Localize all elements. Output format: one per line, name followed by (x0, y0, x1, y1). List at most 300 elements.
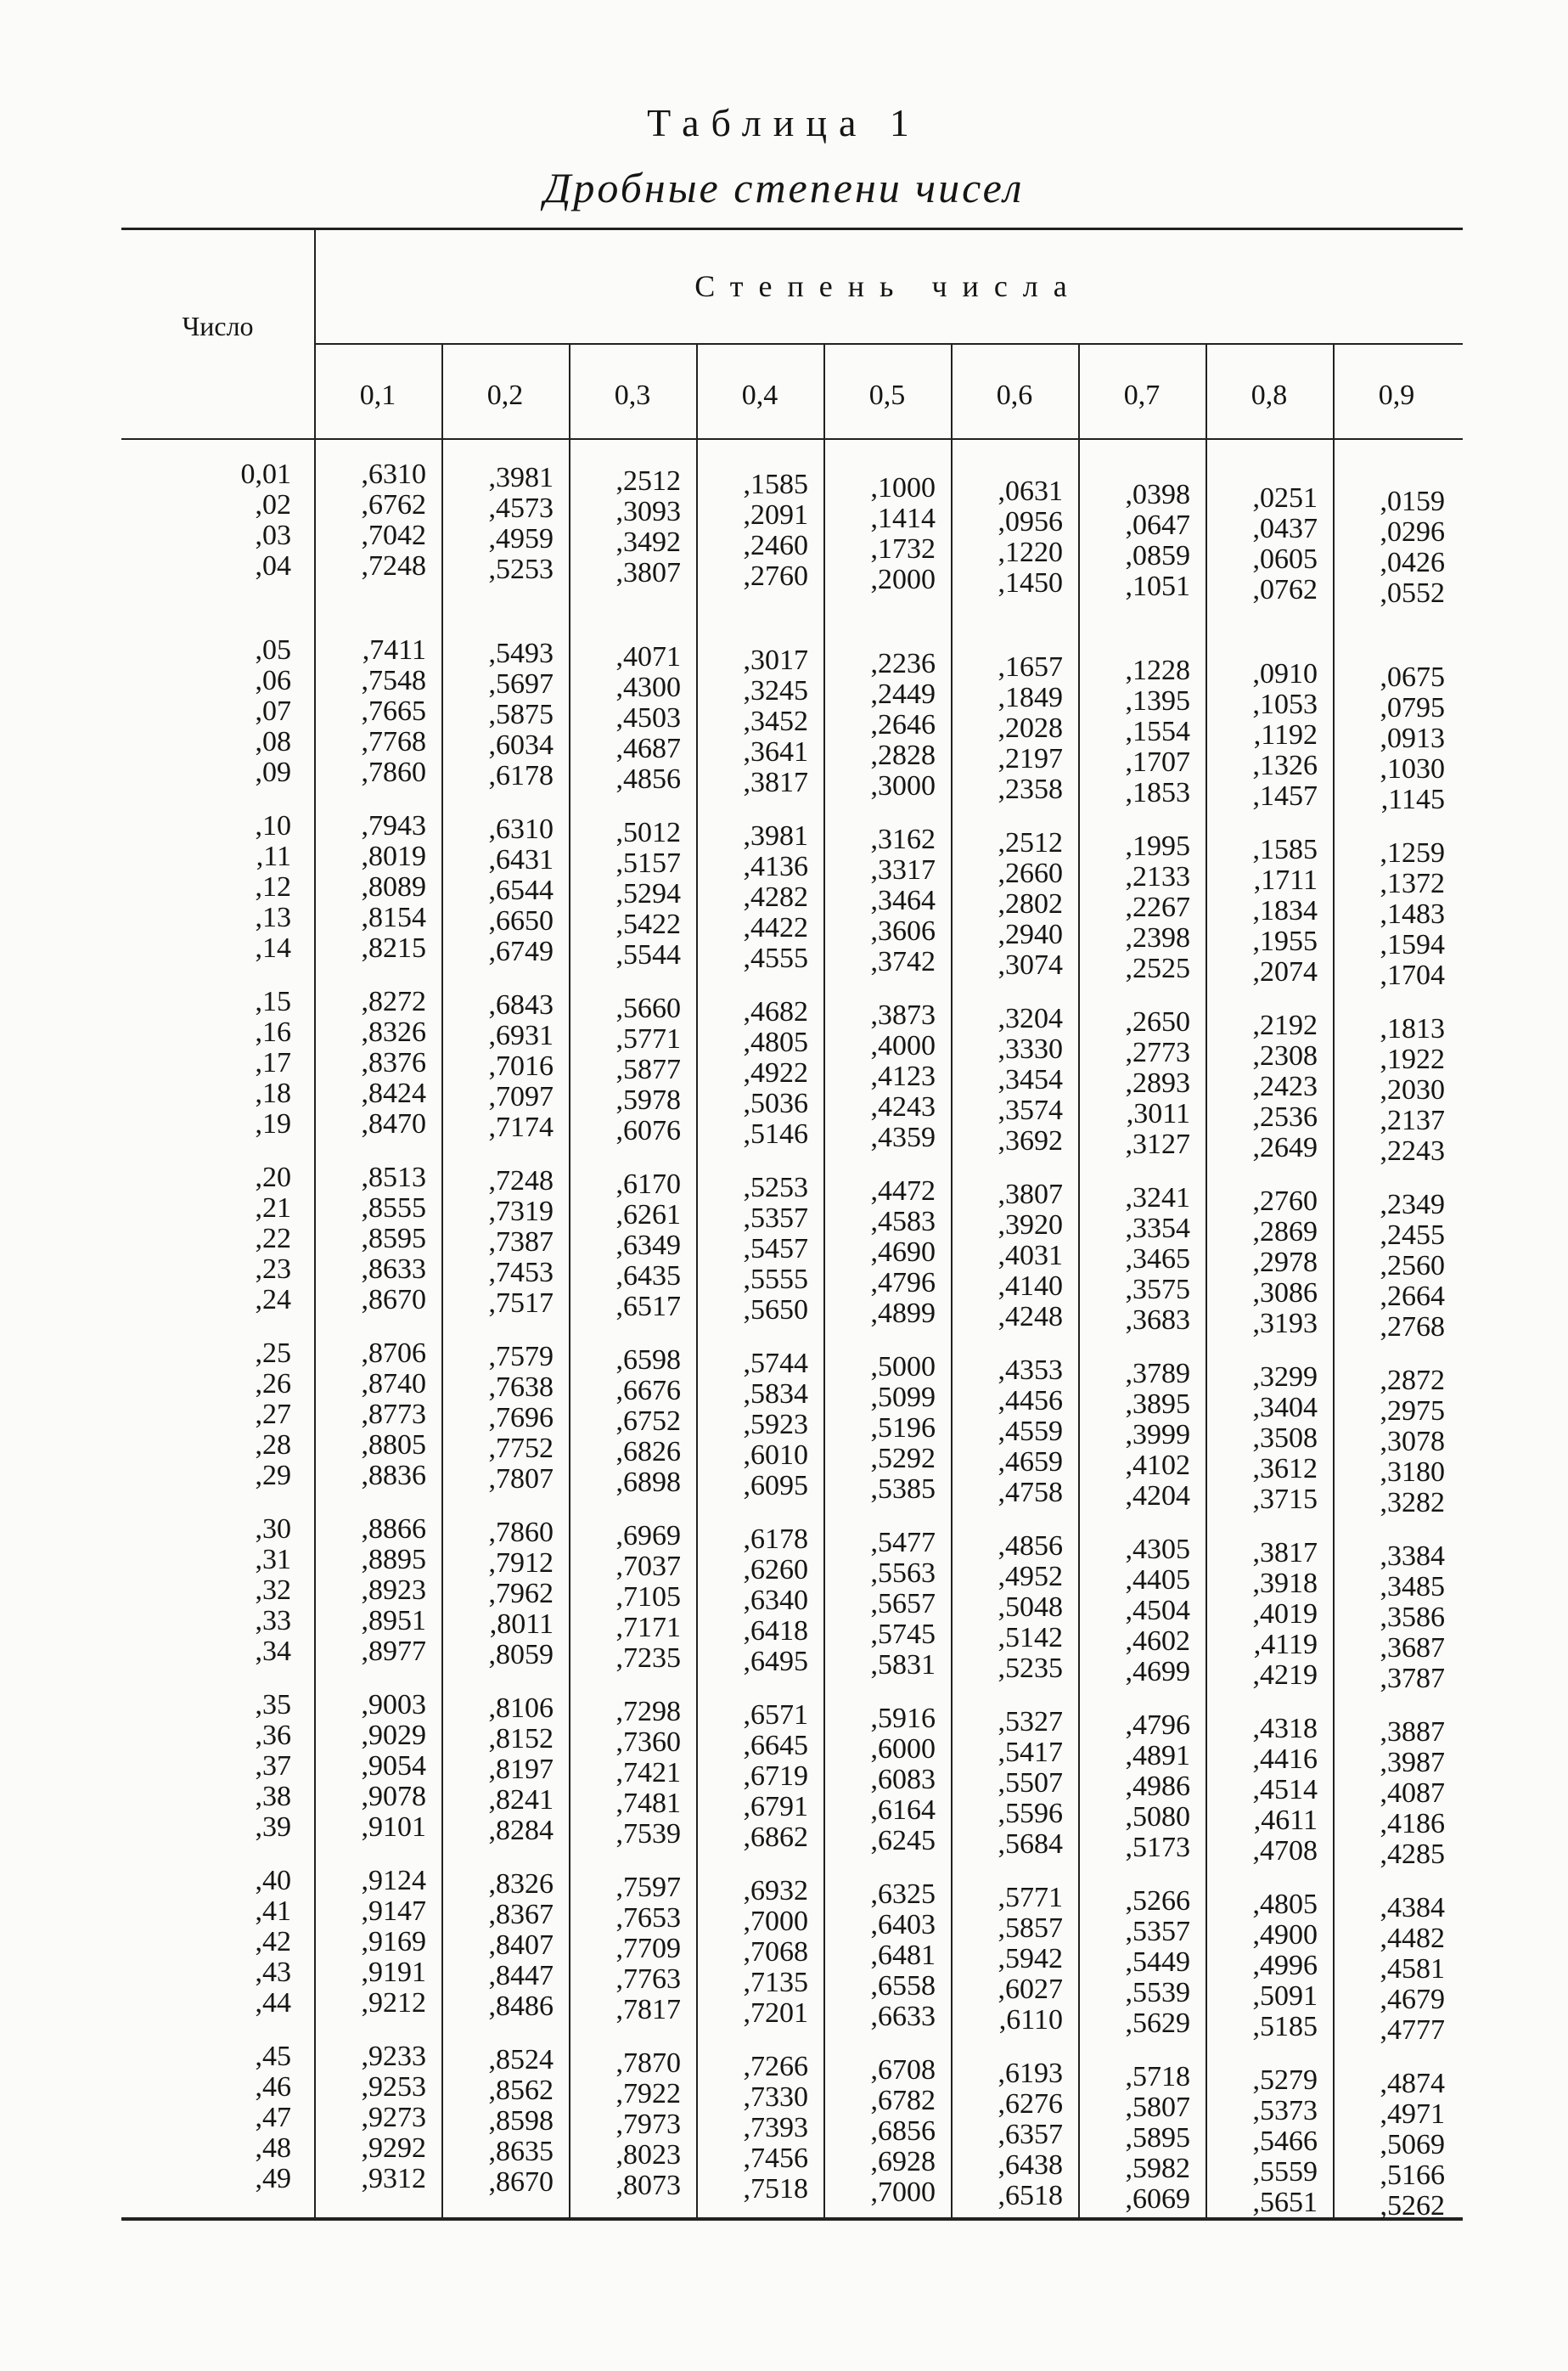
table-cell: ,8272 (361, 986, 426, 1017)
table-cell: ,6261 (615, 1199, 681, 1231)
power-values (299, 1338, 426, 1491)
table-cell: ,8866 (361, 1513, 426, 1545)
table-cell: ,7360 (615, 1726, 681, 1758)
number-cell: ,04 (255, 550, 291, 582)
number-values (121, 987, 291, 1140)
table-cell: ,5596 (998, 1798, 1063, 1829)
table-cell: ,9124 (361, 1865, 426, 1896)
table-cell: ,5875 (488, 699, 554, 730)
table-cell: ,4504 (1125, 1595, 1190, 1626)
table-cell: ,2423 (1252, 1071, 1318, 1102)
number-cell: ,30 (255, 1513, 291, 1545)
power-values (1063, 1183, 1190, 1336)
table-cell: ,2760 (1252, 1186, 1318, 1217)
table-cell: ,2664 (1380, 1281, 1445, 1312)
table-cell: ,4186 (1380, 1808, 1445, 1839)
table-cell: ,8977 (361, 1636, 426, 1667)
table-cell: ,3180 (1380, 1456, 1445, 1488)
table-cell: ,3807 (998, 1179, 1063, 1210)
table-cell: ,4559 (998, 1416, 1063, 1447)
table-cell: ,1711 (1253, 864, 1318, 896)
power-values (808, 2055, 936, 2208)
power-values (299, 1163, 426, 1315)
table-cell: ,6010 (743, 1439, 808, 1471)
power-values (936, 2058, 1063, 2211)
table-cell: ,9169 (361, 1926, 426, 1957)
table-cell: ,3464 (870, 885, 936, 916)
table-cell: ,3715 (1252, 1484, 1318, 1515)
table-cell: ,5923 (743, 1409, 808, 1440)
table-cell: ,2660 (998, 858, 1063, 889)
table-cell: ,9029 (361, 1720, 426, 1751)
table-cell: ,4123 (870, 1061, 936, 1092)
table-cell: ,3789 (1125, 1358, 1190, 1389)
table-cell: ,8241 (488, 1784, 554, 1816)
table-cell: ,6969 (615, 1520, 681, 1552)
table-cell: ,9312 (361, 2163, 426, 2194)
power-values (1318, 1893, 1445, 2046)
table-cell: ,5660 (615, 993, 681, 1024)
power-values (299, 1866, 426, 2019)
power-values (681, 1173, 808, 1326)
power-values (299, 1514, 426, 1667)
table-cell: ,5555 (743, 1264, 808, 1295)
table-cell: ,7235 (615, 1642, 681, 1674)
table-cell: ,7638 (488, 1371, 554, 1403)
table-cell: ,4796 (1125, 1709, 1190, 1741)
number-cell: ,40 (255, 1865, 291, 1896)
table-cell: ,7752 (488, 1433, 554, 1464)
table-cell: ,7817 (615, 1994, 681, 2025)
table-cell: ,1228 (1125, 655, 1190, 686)
table-cell: ,7456 (743, 2143, 808, 2174)
number-cell: ,12 (255, 871, 291, 903)
table-cell: ,4805 (743, 1027, 808, 1058)
table-cell: ,3641 (743, 736, 808, 768)
number-cell: ,24 (255, 1284, 291, 1315)
number-cell: ,45 (255, 2041, 291, 2072)
table-cell: ,4555 (743, 943, 808, 974)
table-cell: ,2893 (1125, 1067, 1190, 1099)
table-title: Таблица 1 (647, 101, 921, 144)
table-cell: ,5466 (1252, 2126, 1318, 2157)
table-cell: ,6749 (488, 936, 554, 967)
table-cell: ,3918 (1252, 1568, 1318, 1599)
table-cell: ,2192 (1252, 1010, 1318, 1041)
table-cell: ,7135 (743, 1967, 808, 1998)
number-cell: ,08 (255, 726, 291, 757)
table-cell: ,6676 (615, 1375, 681, 1406)
table-cell: ,1192 (1253, 719, 1318, 751)
power-values (936, 652, 1063, 805)
table-cell: ,0605 (1252, 543, 1318, 575)
power-values (426, 1342, 554, 1495)
table-cell: ,7548 (361, 665, 426, 696)
table-cell: ,4699 (1125, 1656, 1190, 1687)
table-cell: ,3575 (1125, 1274, 1190, 1305)
table-cell: ,3017 (743, 645, 808, 676)
table-cell: ,6349 (615, 1230, 681, 1261)
table-cell: ,2074 (1252, 956, 1318, 988)
power-values (1318, 1717, 1445, 1870)
table-cell: ,6791 (743, 1791, 808, 1822)
table-cell: ,3404 (1252, 1392, 1318, 1423)
table-cell: ,1813 (1380, 1013, 1445, 1045)
table-cell: ,3508 (1252, 1422, 1318, 1454)
table-cell: ,6856 (870, 2115, 936, 2147)
number-cell: ,26 (255, 1368, 291, 1400)
table-cell: ,3683 (1125, 1304, 1190, 1336)
table-cell: ,5539 (1125, 1977, 1190, 2008)
table-cell: ,7709 (615, 1933, 681, 1964)
table-cell: ,5544 (615, 939, 681, 971)
table-cell: ,8524 (488, 2044, 554, 2075)
table-cell: ,8197 (488, 1754, 554, 1785)
table-cell: ,5895 (1125, 2122, 1190, 2154)
table-cell: ,4136 (743, 851, 808, 882)
table-cell: ,6034 (488, 729, 554, 761)
power-values (426, 814, 554, 967)
table-cell: ,6260 (743, 1554, 808, 1585)
table-cell: ,0675 (1380, 662, 1445, 693)
table-cell: ,8447 (488, 1960, 554, 1991)
table-cell: ,5650 (743, 1294, 808, 1326)
table-cell: ,3282 (1380, 1487, 1445, 1518)
table-cell: ,5684 (998, 1828, 1063, 1860)
number-values (121, 1338, 291, 1491)
table-cell: ,2869 (1252, 1216, 1318, 1247)
number-cell: ,10 (255, 810, 291, 842)
table-cell: ,3245 (743, 675, 808, 707)
table-cell: ,8284 (488, 1815, 554, 1846)
table-cell: ,3317 (870, 854, 936, 886)
table-cell: ,5718 (1125, 2061, 1190, 2092)
power-values (681, 821, 808, 974)
table-cell: ,7000 (870, 2177, 936, 2208)
table-cell: ,4602 (1125, 1625, 1190, 1657)
table-cell: ,7653 (615, 1902, 681, 1934)
table-cell: ,8152 (488, 1723, 554, 1754)
table-cell: ,8215 (361, 932, 426, 964)
power-values (936, 1707, 1063, 1860)
table-cell: ,7763 (615, 1963, 681, 1995)
table-cell: ,7696 (488, 1402, 554, 1433)
table-cell: ,4971 (1380, 2098, 1445, 2130)
table-cell: ,0956 (998, 506, 1063, 538)
table-cell: ,7016 (488, 1050, 554, 1082)
table-cell: ,4422 (743, 912, 808, 943)
table-cell: ,8424 (361, 1078, 426, 1109)
table-cell: ,2978 (1252, 1247, 1318, 1278)
table-cell: ,2802 (998, 888, 1063, 920)
table-cell: ,6928 (870, 2146, 936, 2177)
table-cell: ,3162 (870, 824, 936, 855)
table-cell: ,2646 (870, 709, 936, 741)
table-cell: ,6357 (998, 2119, 1063, 2150)
power-values (808, 1879, 936, 2032)
table-cell: ,2455 (1380, 1219, 1445, 1251)
table-cell: ,1853 (1125, 777, 1190, 808)
table-cell: ,6752 (615, 1405, 681, 1437)
table-cell: ,1585 (743, 469, 808, 500)
number-values (121, 1866, 291, 2019)
table-cell: ,2768 (1380, 1311, 1445, 1343)
power-values (554, 818, 681, 971)
table-cell: ,7042 (361, 520, 426, 551)
table-cell: ,2091 (743, 499, 808, 531)
table-cell: ,8089 (361, 871, 426, 903)
number-cell: ,29 (255, 1460, 291, 1491)
table-cell: ,6083 (870, 1764, 936, 1795)
table-cell: ,2197 (998, 743, 1063, 774)
number-values (121, 459, 291, 582)
number-cell: ,23 (255, 1253, 291, 1285)
number-cell: ,19 (255, 1108, 291, 1140)
table-cell: ,7481 (615, 1788, 681, 1819)
table-cell: ,3000 (870, 770, 936, 802)
table-cell: ,6027 (998, 1974, 1063, 2005)
table-cell: ,4611 (1253, 1805, 1318, 1836)
table-cell: ,6164 (870, 1794, 936, 1826)
table-cell: ,5253 (488, 554, 554, 585)
power-values (681, 2052, 808, 2205)
power-values (1190, 1011, 1318, 1163)
table-cell: ,4282 (743, 881, 808, 913)
table-cell: ,3492 (615, 527, 681, 558)
table-cell: ,4472 (870, 1175, 936, 1207)
table-cell: ,1834 (1252, 895, 1318, 926)
table-cell: ,2243 (1380, 1135, 1445, 1167)
power-values (554, 1345, 681, 1498)
table-cell: ,8951 (361, 1605, 426, 1636)
table-cell: ,5091 (1252, 1980, 1318, 2012)
number-cell: ,22 (255, 1223, 291, 1254)
table-cell: ,5294 (615, 878, 681, 910)
table-cell: ,5166 (1380, 2160, 1445, 2191)
table-cell: ,4900 (1252, 1919, 1318, 1951)
table-cell: ,4514 (1252, 1774, 1318, 1805)
table-cell: ,3127 (1125, 1129, 1190, 1160)
table-cell: ,1259 (1380, 837, 1445, 869)
table-cell: ,5262 (1380, 2190, 1445, 2222)
power-values (426, 990, 554, 1143)
table-cell: ,7248 (488, 1165, 554, 1197)
number-cell: ,46 (255, 2071, 291, 2103)
power-column-header: 0,5 (868, 380, 906, 411)
table-cell: ,9054 (361, 1750, 426, 1782)
table-cell: ,5831 (870, 1649, 936, 1681)
table-cell: ,8773 (361, 1399, 426, 1430)
table-cell: ,6403 (870, 1909, 936, 1940)
power-values (681, 1349, 808, 1501)
power-values (808, 825, 936, 977)
number-cell: ,06 (255, 665, 291, 696)
table-cell: ,5069 (1380, 2129, 1445, 2160)
power-column-header: 0,1 (359, 380, 396, 411)
table-cell: ,2650 (1125, 1006, 1190, 1038)
table-cell: ,8486 (488, 1991, 554, 2022)
table-cell: ,7330 (743, 2081, 808, 2113)
power-values (808, 1704, 936, 1856)
table-cell: ,8470 (361, 1108, 426, 1140)
table-cell: ,7870 (615, 2047, 681, 2079)
power-values (299, 635, 426, 788)
number-column-header: Число (182, 311, 254, 341)
table-cell: ,8073 (615, 2170, 681, 2201)
number-cell: ,21 (255, 1192, 291, 1224)
table-cell: ,2236 (870, 648, 936, 679)
table-cell: ,1849 (998, 682, 1063, 713)
power-values (426, 463, 554, 585)
number-cell: ,18 (255, 1078, 291, 1109)
table-cell: ,5036 (743, 1088, 808, 1119)
number-cell: ,09 (255, 757, 291, 788)
power-group-header: Степень числа (694, 269, 1082, 303)
table-cell: ,8407 (488, 1929, 554, 1961)
table-cell: ,6558 (870, 1970, 936, 2002)
power-values (936, 1004, 1063, 1157)
table-cell: ,2449 (870, 679, 936, 710)
table-cell: ,6095 (743, 1470, 808, 1501)
table-cell: ,7068 (743, 1936, 808, 1968)
number-cell: ,28 (255, 1429, 291, 1461)
table-cell: ,7922 (615, 2078, 681, 2109)
table-cell: ,5000 (870, 1351, 936, 1383)
table-cell: ,3574 (998, 1095, 1063, 1126)
table-cell: ,5697 (488, 668, 554, 700)
power-values (808, 1176, 936, 1329)
table-cell: ,5477 (870, 1527, 936, 1558)
table-cell: ,9212 (361, 1987, 426, 2019)
table-cell: ,8706 (361, 1338, 426, 1369)
table-cell: ,4405 (1125, 1564, 1190, 1596)
power-values (808, 1352, 936, 1505)
table-cell: ,5877 (615, 1054, 681, 1085)
table-cell: ,3465 (1125, 1243, 1190, 1275)
table-cell: ,7248 (361, 550, 426, 582)
table-cell: ,6000 (870, 1733, 936, 1765)
table-cell: ,6518 (998, 2180, 1063, 2211)
table-cell: ,8670 (361, 1284, 426, 1315)
table-cell: ,7319 (488, 1196, 554, 1227)
table-cell: ,2828 (870, 740, 936, 771)
table-cell: ,5493 (488, 638, 554, 669)
power-values (808, 1000, 936, 1153)
power-table (121, 228, 1463, 2221)
table-cell: ,2872 (1380, 1365, 1445, 1396)
table-cell: ,4456 (998, 1385, 1063, 1416)
power-values (1318, 662, 1445, 815)
table-cell: ,3987 (1380, 1747, 1445, 1778)
table-cell: ,4959 (488, 523, 554, 555)
table-cell: ,9253 (361, 2071, 426, 2103)
table-cell: ,1732 (870, 533, 936, 565)
power-values (554, 1169, 681, 1322)
power-values (299, 811, 426, 964)
table-cell: ,4071 (615, 641, 681, 673)
table-cell: ,3612 (1252, 1453, 1318, 1484)
table-cell: ,5142 (998, 1622, 1063, 1653)
number-values (121, 2042, 291, 2194)
table-cell: ,7579 (488, 1341, 554, 1372)
power-column-header: 0,7 (1123, 380, 1161, 411)
table-cell: ,6517 (615, 1291, 681, 1322)
number-cell: ,11 (256, 841, 291, 872)
table-cell: ,3887 (1380, 1716, 1445, 1748)
power-values (554, 1697, 681, 1850)
number-cell: ,25 (255, 1338, 291, 1369)
table-cell: ,9078 (361, 1781, 426, 1812)
table-cell: ,1145 (1380, 784, 1445, 815)
table-cell: ,5507 (998, 1767, 1063, 1799)
table-cell: ,4777 (1380, 2014, 1445, 2046)
table-cell: ,8595 (361, 1223, 426, 1254)
table-cell: ,5080 (1125, 1801, 1190, 1833)
table-cell: ,7411 (362, 634, 426, 666)
table-cell: ,7518 (743, 2173, 808, 2205)
power-values (681, 997, 808, 1150)
power-values (426, 1166, 554, 1319)
table-cell: ,6310 (361, 459, 426, 490)
table-cell: ,1030 (1380, 753, 1445, 785)
power-values (1063, 480, 1190, 602)
table-cell: ,3817 (743, 767, 808, 798)
table-cell: ,6438 (998, 2149, 1063, 2181)
table-cell: ,4687 (615, 733, 681, 764)
table-cell: ,4140 (998, 1270, 1063, 1302)
table-cell: ,9101 (361, 1811, 426, 1843)
table-cell: ,2137 (1380, 1105, 1445, 1136)
table-cell: ,2940 (998, 919, 1063, 950)
table-cell: ,4899 (870, 1298, 936, 1329)
power-values (1318, 1541, 1445, 1694)
table-cell: ,7597 (615, 1872, 681, 1903)
power-column-header: 0,9 (1378, 380, 1415, 411)
table-cell: ,4659 (998, 1446, 1063, 1478)
number-cell: ,03 (255, 520, 291, 551)
table-cell: ,5235 (998, 1653, 1063, 1684)
table-cell: ,7171 (615, 1612, 681, 1643)
table-cell: ,8019 (361, 841, 426, 872)
table-cell: ,4285 (1380, 1839, 1445, 1870)
table-cell: ,6719 (743, 1760, 808, 1792)
table-cell: ,0762 (1252, 574, 1318, 605)
table-cell: ,1000 (870, 472, 936, 504)
table-cell: ,5253 (743, 1172, 808, 1203)
table-cell: ,1585 (1252, 834, 1318, 865)
number-cell: ,41 (255, 1895, 291, 1927)
power-values (681, 1700, 808, 1853)
table-cell: ,4986 (1125, 1771, 1190, 1802)
number-cell: ,39 (255, 1811, 291, 1843)
table-cell: ,3241 (1125, 1182, 1190, 1214)
table-cell: ,8740 (361, 1368, 426, 1400)
table-cell: ,6762 (361, 489, 426, 521)
table-cell: ,3086 (1252, 1277, 1318, 1309)
table-cell: ,6931 (488, 1020, 554, 1051)
table-cell: ,4996 (1252, 1950, 1318, 1981)
table-cell: ,7387 (488, 1226, 554, 1258)
table-cell: ,1395 (1125, 685, 1190, 717)
table-cell: ,4416 (1252, 1743, 1318, 1775)
table-cell: ,8326 (488, 1868, 554, 1900)
table-cell: ,3586 (1380, 1602, 1445, 1633)
table-cell: ,5173 (1125, 1832, 1190, 1863)
table-cell: ,2460 (743, 530, 808, 561)
power-values (1063, 1535, 1190, 1687)
table-subtitle: Дробные степени чисел (543, 164, 1025, 211)
power-values (1318, 2069, 1445, 2222)
